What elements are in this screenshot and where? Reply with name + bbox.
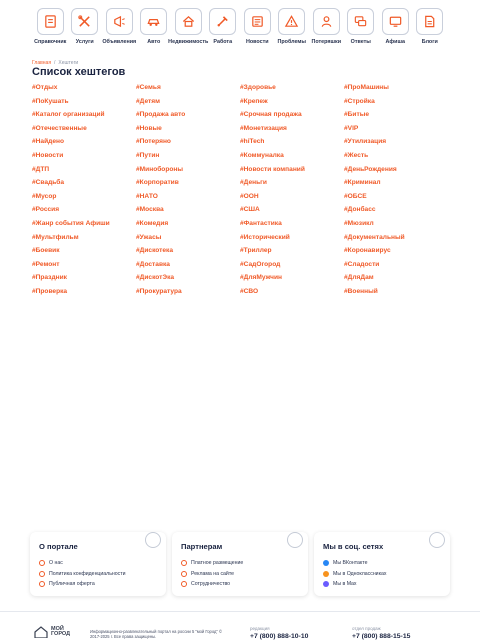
vk-icon xyxy=(323,560,329,566)
hashtag-link[interactable]: #ДляМужчин xyxy=(240,274,283,282)
hashtag-link[interactable]: #Исторический xyxy=(240,233,290,241)
hashtag-link[interactable]: #Отдых xyxy=(32,84,58,91)
link-label: Мы ВКонтакте xyxy=(333,560,368,567)
nav-label: Проблемы xyxy=(277,39,307,45)
vk-link[interactable] xyxy=(323,558,441,569)
nav-label: Авто xyxy=(147,39,161,45)
hashtag-link[interactable]: #Москва xyxy=(136,206,164,214)
hashtag-link[interactable]: #Деньги xyxy=(240,179,267,187)
warning-icon xyxy=(278,8,305,35)
about-us-link[interactable] xyxy=(39,558,157,569)
hashtag-link[interactable]: #Свадьба xyxy=(32,179,65,187)
hashtag-link[interactable]: #Дискотека xyxy=(136,247,174,255)
document-icon xyxy=(39,581,45,587)
card-title: Мы в соц. сетях xyxy=(323,542,384,551)
nav-label: Работа xyxy=(213,39,233,45)
hashtag-link[interactable]: #Проверка xyxy=(32,287,68,295)
link-label: Сотрудничество xyxy=(191,581,231,588)
odnoklassniki-icon xyxy=(323,571,329,577)
decor-circle-icon xyxy=(287,532,303,548)
hashtag-link[interactable]: #Новые xyxy=(136,124,162,132)
nav-item-work[interactable] xyxy=(206,8,241,52)
megaphone-icon xyxy=(106,8,133,35)
hashtag-link[interactable]: #Путин xyxy=(136,151,160,159)
link-label: Политика конфиденциальности xyxy=(49,570,126,577)
nav-item-directory[interactable] xyxy=(33,8,68,52)
hashtag-link[interactable]: #СадОгород xyxy=(240,260,281,268)
hashtag-link[interactable]: #ДляДам xyxy=(344,274,374,282)
info-icon xyxy=(39,560,45,566)
hashtag-link[interactable]: #Продажа авто xyxy=(136,111,186,119)
hashtag-link[interactable]: #Ремонт xyxy=(32,260,60,268)
hashtag-link[interactable]: #VIP xyxy=(344,124,359,132)
hashtag-link[interactable]: #Прокуратура xyxy=(136,287,182,295)
hashtag-link[interactable]: #Битые xyxy=(344,111,369,119)
hashtag-link[interactable]: #Стройка xyxy=(344,97,375,105)
hashtag-link[interactable]: #Потеряно xyxy=(136,138,171,146)
tools-icon xyxy=(71,8,98,35)
hashtag-link[interactable]: #ОБСЕ xyxy=(344,192,367,200)
hashtag-link[interactable]: #Коронавирус xyxy=(344,247,391,255)
logo-line1: МОЙ xyxy=(51,625,64,632)
nav-item-news[interactable] xyxy=(240,8,275,52)
directory-icon xyxy=(37,8,64,35)
link-label: Мы в Max xyxy=(333,581,357,588)
hashtag-link[interactable]: #ДТП xyxy=(32,165,50,173)
social-card xyxy=(314,532,450,596)
hashtag-link[interactable]: #Доставка xyxy=(136,260,170,268)
hashtag-link[interactable]: #Жанр события Афиши xyxy=(32,219,110,227)
hashtag-link[interactable]: #Крепеж xyxy=(240,97,268,105)
hashtag-link[interactable]: #Донбасс xyxy=(344,206,376,214)
hashtag-link[interactable]: #Жесть xyxy=(344,151,369,159)
hashtag-link[interactable]: #Монетизация xyxy=(240,124,287,132)
nav-label: Объявления xyxy=(102,39,137,45)
coin-icon xyxy=(181,560,187,566)
hashtag-link[interactable]: #Россия xyxy=(32,206,60,214)
hashtag-link[interactable]: #Каталог организаций xyxy=(32,111,105,119)
paid-placement-link[interactable] xyxy=(181,558,299,569)
poster-icon xyxy=(382,8,409,35)
top-navigation xyxy=(0,0,480,52)
hashtag-link[interactable]: #Новости компаний xyxy=(240,165,305,173)
site-logo[interactable] xyxy=(34,626,70,638)
hashtag-link[interactable]: #ДискотЭка xyxy=(136,274,175,282)
handshake-icon xyxy=(181,581,187,587)
nav-item-auto[interactable] xyxy=(137,8,172,52)
nav-label: Потеряшки xyxy=(311,39,342,45)
lost-icon xyxy=(313,8,340,35)
hashtag-link[interactable]: #Мультфильм xyxy=(32,233,79,241)
max-link[interactable] xyxy=(323,579,441,590)
nav-label: Услуги xyxy=(75,39,94,45)
nav-item-poster[interactable] xyxy=(378,8,413,52)
hashtag-link[interactable]: #Здоровье xyxy=(240,84,276,91)
sales-phone-link[interactable]: +7 (800) 888-15-15 xyxy=(352,633,411,640)
editorial-contact xyxy=(250,626,308,640)
hashtag-link[interactable]: #Найдено xyxy=(32,138,65,146)
blog-icon xyxy=(416,8,443,35)
nav-item-lost[interactable] xyxy=(309,8,344,52)
hashtag-link[interactable]: #Боевик xyxy=(32,247,60,255)
hashtag-link[interactable]: #Утилизация xyxy=(344,138,387,146)
nav-item-ads[interactable] xyxy=(102,8,137,52)
hashtag-link[interactable]: #Корпоратив xyxy=(136,179,179,187)
shield-icon xyxy=(39,571,45,577)
card-title: О портале xyxy=(39,542,78,551)
nav-label: Новости xyxy=(245,39,269,45)
nav-item-answers[interactable] xyxy=(344,8,379,52)
hashtag-link[interactable]: #ДеньРождения xyxy=(344,165,397,173)
hashtag-link[interactable]: #ПроМашины xyxy=(344,84,389,91)
nav-item-realty[interactable] xyxy=(168,8,209,52)
hashtag-link[interactable]: #Минобороны xyxy=(136,165,183,173)
partners-card xyxy=(172,532,308,596)
hashtag-link[interactable]: #Праздник xyxy=(32,274,67,282)
hashtag-link[interactable]: #Мюзикл xyxy=(344,219,374,227)
footer-description: Информационно-развлекательный портал на россии 5 "мой Город" © 2017-2025 г. Все права защищены. xyxy=(90,629,223,639)
answers-icon xyxy=(347,8,374,35)
card-title: Партнерам xyxy=(181,542,223,551)
megaphone-icon xyxy=(181,571,187,577)
hashtag-link[interactable]: #Отечественные xyxy=(32,124,87,132)
hashtag-link[interactable]: #Военный xyxy=(344,287,378,295)
news-icon xyxy=(244,8,271,35)
privacy-policy-link[interactable] xyxy=(39,569,157,580)
hashtag-list xyxy=(32,83,452,301)
nav-item-problems[interactable] xyxy=(275,8,310,52)
hashtag-link[interactable]: #Детям xyxy=(136,97,160,105)
footer-cards xyxy=(30,532,450,596)
nav-label: Справочник xyxy=(34,39,67,45)
logo-line2: ГОРОД xyxy=(51,631,71,637)
page-title: Список хештегов xyxy=(32,66,126,78)
hashtag-link[interactable]: #Коммуналка xyxy=(240,151,284,159)
nav-label: Ответы xyxy=(350,39,371,45)
hashtag-link[interactable]: #Срочная продажа xyxy=(240,111,302,119)
hashtag-link[interactable]: #США xyxy=(240,206,260,214)
house-icon xyxy=(175,8,202,35)
link-label: Публичная оферта xyxy=(49,581,95,588)
breadcrumb-current: Хештеги xyxy=(58,60,79,66)
editorial-phone-link[interactable]: +7 (800) 888-10-10 xyxy=(250,633,309,640)
link-label: Мы в Одноклассниках xyxy=(333,570,387,577)
nav-item-blogs[interactable] xyxy=(413,8,448,52)
breadcrumb-separator: / xyxy=(54,60,56,66)
link-label: Платное размещение xyxy=(191,560,244,567)
site-ads-link[interactable] xyxy=(181,569,299,580)
hashtag-link[interactable]: #Семья xyxy=(136,84,161,91)
link-label: О нас xyxy=(49,560,63,567)
hashtag-link[interactable]: #ПоКушать xyxy=(32,97,69,105)
hashtag-link[interactable]: #Ужасы xyxy=(136,233,162,241)
ok-link[interactable] xyxy=(323,569,441,580)
decor-circle-icon xyxy=(145,532,161,548)
hashtag-link[interactable]: #Мусор xyxy=(32,192,57,200)
hashtag-link[interactable]: #Триллер xyxy=(240,247,272,255)
hashtag-link[interactable]: #ООН xyxy=(240,192,259,200)
contact-label: отдел продаж xyxy=(352,626,381,631)
car-icon xyxy=(140,8,167,35)
work-icon xyxy=(209,8,236,35)
cooperation-link[interactable] xyxy=(181,579,299,590)
logo-house-icon xyxy=(34,626,48,638)
breadcrumb-home-link[interactable]: Главная xyxy=(32,60,52,66)
nav-label: Недвижимость xyxy=(168,39,209,45)
hashtag-link[interactable]: #Фантастика xyxy=(240,219,282,227)
nav-label: Афиша xyxy=(385,39,405,45)
hashtag-link[interactable]: #Документальный xyxy=(344,233,405,241)
hashtag-link[interactable]: #НАТО xyxy=(136,192,158,200)
contact-label: редакция xyxy=(250,626,270,631)
hashtag-link[interactable]: #СВО xyxy=(240,287,259,295)
public-offer-link[interactable] xyxy=(39,579,157,590)
max-icon xyxy=(323,581,329,587)
hashtag-link[interactable]: #Криминал xyxy=(344,179,381,187)
about-card xyxy=(30,532,166,596)
site-footer xyxy=(0,612,480,640)
sales-contact xyxy=(352,626,410,640)
link-label: Реклама на сайте xyxy=(191,570,235,577)
hashtag-link[interactable]: #Сладости xyxy=(344,260,380,268)
hashtag-link[interactable]: #Комедия xyxy=(136,219,169,227)
nav-label: Блоги xyxy=(421,39,438,45)
hashtag-link[interactable]: #hiTech xyxy=(240,138,265,146)
hashtag-link[interactable]: #Новости xyxy=(32,151,64,159)
decor-circle-icon xyxy=(429,532,445,548)
nav-item-services[interactable] xyxy=(68,8,103,52)
